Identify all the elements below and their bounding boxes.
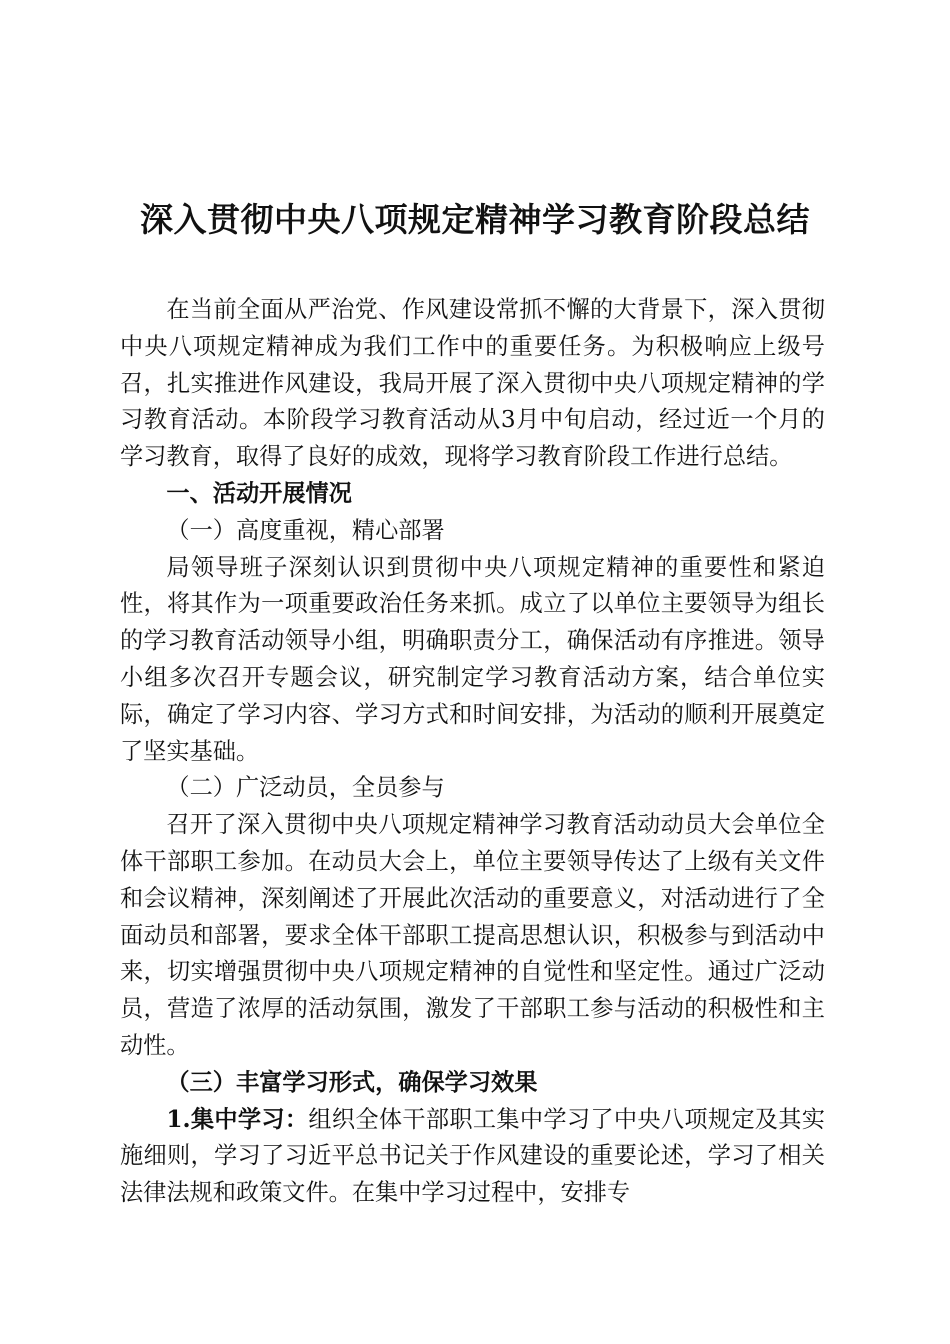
list-item-lead: 1.集中学习： — [166, 1105, 309, 1133]
document-title: 深入贯彻中央八项规定精神学习教育阶段总结 — [140, 200, 810, 239]
list-item-text: 组织全体干部职工集中学习了中央八项规定及其实施细则，学习了习近平总书记关于作风建设的重要论述，学习了相关法律法规和政策文件。在集中学习过程中，安排专 — [120, 1105, 825, 1207]
subsection-heading-2: （二）广泛动员，全员参与 — [166, 774, 445, 802]
section-heading-activities: 一、活动开展情况 — [166, 479, 352, 507]
document-body — [120, 292, 825, 1212]
subsection-paragraph-2: 召开了深入贯彻中央八项规定精神学习教育活动动员大会单位全体干部职工参加。在动员大会上，单位主要领导传达了上级有关文件和会议精神，深刻阐述了开展此次活动的重要意义，对活动进行了全面动员和部署，要求全体干部职工提高思想认识，积极参与到活动中来，切实增强贯彻中央八项规定精神的自觉性和坚定性。通过广泛动员，营造了浓厚的活动氛围，激发了干部职工参与活动的积极性和主动性。 — [120, 811, 825, 1059]
subsection-paragraph-1: 局领导班子深刻认识到贯彻中央八项规定精神的重要性和紧迫性，将其作为一项重要政治任务来抓。成立了以单位主要领导为组长的学习教育活动领导小组，明确职责分工，确保活动有序推进。领导小组多次召开专题会议，研究制定学习教育活动方案，结合单位实际，确定了学习内容、学习方式和时间安排，为活动的顺利开展奠定了坚实基础。 — [120, 553, 825, 765]
list-item-centralized-study — [120, 1102, 825, 1212]
subsection-heading-1: （一）高度重视，精心部署 — [166, 516, 445, 544]
subsection-heading-3: （三）丰富学习形式，确保学习效果 — [166, 1068, 538, 1096]
intro-paragraph: 在当前全面从严治党、作风建设常抓不懈的大背景下，深入贯彻中央八项规定精神成为我们工作中的重要任务。为积极响应上级号召，扎实推进作风建设，我局开展了深入贯彻中央八项规定精神的学习教育活动。本阶段学习教育活动从3月中旬启动，经过近一个月的学习教育，取得了良好的成效，现将学习教育阶段工作进行总结。 — [120, 296, 825, 471]
